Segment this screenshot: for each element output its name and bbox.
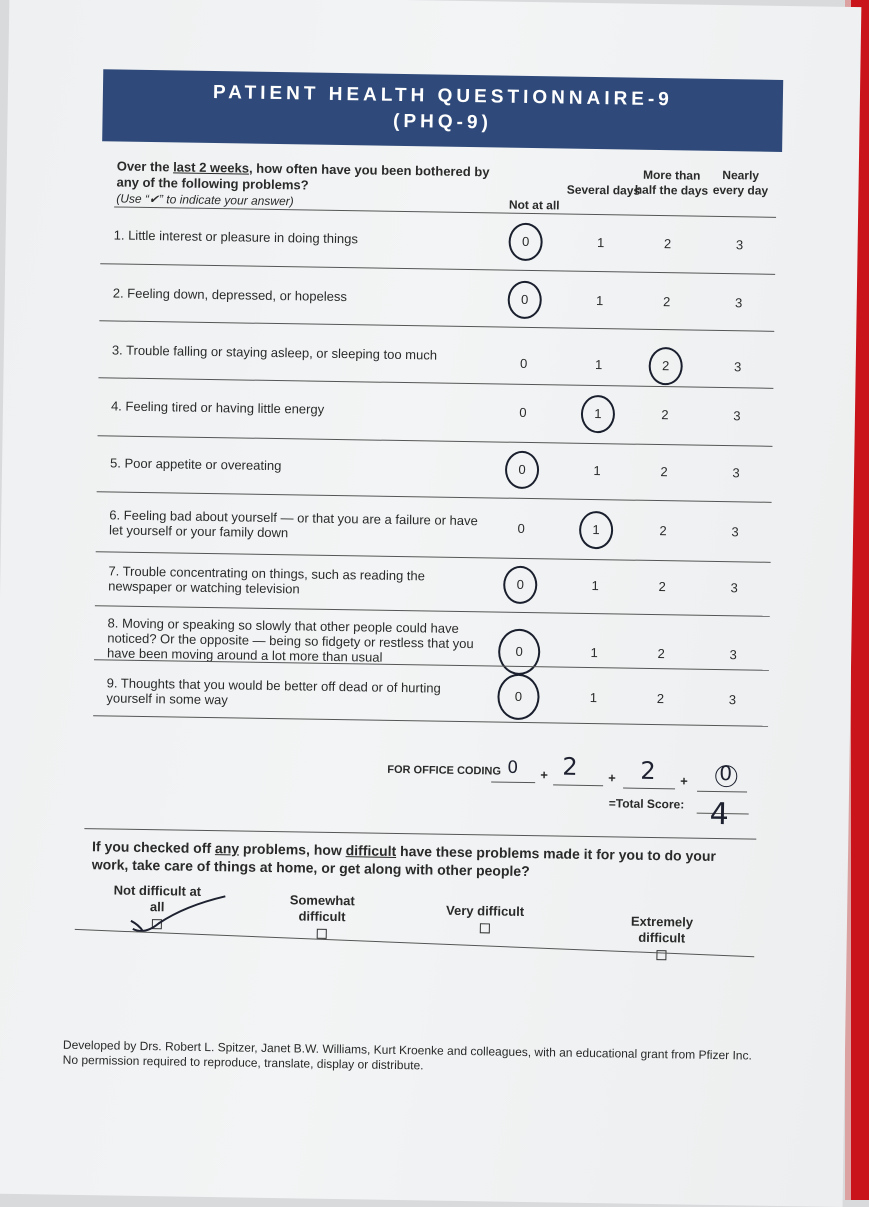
answer-option-q4-2[interactable]: 2: [661, 406, 669, 422]
coding-blank-3: [623, 788, 675, 790]
instructions-post: , how often have you been bothered by any of the following problems?: [116, 160, 490, 193]
coding-value-2: 2: [562, 752, 578, 781]
answer-option-q5-1[interactable]: 1: [593, 462, 601, 478]
difficulty-pre: If you checked off: [91, 838, 216, 857]
question-text-2: 2. Feeling down, depressed, or hopeless: [112, 285, 348, 305]
answer-option-q8-1[interactable]: 1: [590, 645, 598, 661]
difficulty-option-label: Very difficult: [445, 902, 525, 919]
answer-option-q9-3[interactable]: 3: [728, 692, 737, 708]
answer-option-q2-0[interactable]: 0: [521, 291, 529, 307]
selected-answer-circle-q3: [648, 347, 683, 386]
coding-blank-2: [553, 784, 603, 786]
title-banner: [102, 69, 783, 152]
column-header-more-than-half: More than half the days: [634, 167, 709, 198]
answer-option-q8-0[interactable]: 0: [515, 643, 523, 659]
row-divider: [96, 551, 771, 563]
answer-option-q4-1[interactable]: 1: [594, 405, 602, 421]
selected-answer-circle-q6: [579, 511, 614, 550]
difficulty-any: any: [214, 840, 240, 857]
question-text-9: 9. Thoughts that you would be better off dead or of hurting yourself in some way: [106, 675, 441, 708]
total-score-value: 4: [709, 796, 730, 833]
answer-option-q9-0[interactable]: 0: [514, 688, 523, 704]
row-divider: [97, 491, 772, 503]
answer-option-q5-3[interactable]: 3: [732, 464, 740, 480]
column-header-several-days: Several days: [566, 182, 641, 198]
question-text-8: 8. Moving or speaking so slowly that other people could have noticed? Or the opposite — being so fidgety or restless that you have been moving around a lot more than usual: [107, 615, 474, 665]
coding-blank-1: [491, 781, 535, 783]
selected-answer-circle-q5: [505, 450, 540, 489]
answer-option-q9-2[interactable]: 2: [656, 691, 665, 707]
difficulty-word: difficult: [345, 842, 397, 859]
question-text-3: 3. Trouble falling or staying asleep, or sleeping too much: [111, 342, 438, 363]
coding-plus-1: +: [540, 767, 548, 783]
difficulty-option-label: Extremely difficult: [630, 913, 694, 946]
answer-option-q8-2[interactable]: 2: [657, 646, 665, 662]
answer-option-q1-1[interactable]: 1: [596, 234, 605, 250]
answer-option-q7-0[interactable]: 0: [516, 576, 524, 592]
answer-option-q7-3[interactable]: 3: [730, 580, 738, 596]
row-divider: [93, 715, 768, 727]
instructions-hint: (Use “✔” to indicate your answer): [116, 191, 294, 209]
answer-option-q5-0[interactable]: 0: [518, 461, 526, 477]
row-divider: [98, 435, 773, 447]
question-text-7: 7. Trouble concentrating on things, such as reading the newspaper or watching television: [108, 563, 426, 597]
row-divider: [100, 263, 775, 275]
column-header-not-at-all: Not at all: [508, 197, 560, 213]
answer-option-q2-3[interactable]: 3: [734, 294, 743, 310]
office-coding-label: FOR OFFICE CODING: [387, 763, 502, 778]
instructions-period: last 2 weeks: [173, 159, 250, 176]
difficulty-post: have these problems made it for you to do your work, take care of things at home, or get along with other people?: [91, 842, 717, 880]
answer-option-q1-0[interactable]: 0: [521, 233, 530, 249]
difficulty-option-very[interactable]: [435, 903, 536, 939]
instructions: [116, 158, 497, 212]
coding-value-3: 2: [640, 756, 656, 786]
answer-option-q7-2[interactable]: 2: [658, 579, 666, 595]
selected-answer-circle-q8: [498, 629, 541, 676]
footer-credits: Developed by Drs. Robert L. Spitzer, Janet B.W. Williams, Kurt Kroenke and colleagues, with an educational grant from Pfizer Inc. No permission required to reproduce, translate, display or distribute.: [62, 1037, 752, 1073]
selected-answer-circle-q2: [507, 280, 542, 319]
instructions-pre: Over the: [116, 158, 174, 175]
total-score-label: =Total Score:: [608, 796, 685, 812]
difficulty-option-label: Somewhat difficult: [289, 892, 355, 925]
answer-option-q2-1[interactable]: 1: [595, 292, 604, 308]
selected-answer-circle-q9: [497, 674, 540, 721]
difficulty-option-extremely[interactable]: [606, 913, 717, 965]
answer-option-q4-0[interactable]: 0: [519, 404, 527, 420]
title-line-1: PATIENT HEALTH QUESTIONNAIRE-9: [212, 82, 674, 111]
question-text-6: 6. Feeling bad about yourself — or that you are a failure or have let yourself or your family down: [108, 507, 478, 541]
answer-option-q1-2[interactable]: 2: [663, 235, 672, 251]
selected-answer-circle-q4: [581, 394, 616, 433]
answer-option-q6-3[interactable]: 3: [731, 524, 739, 540]
answer-option-q1-3[interactable]: 3: [735, 236, 744, 252]
answer-option-q5-2[interactable]: 2: [660, 463, 668, 479]
selected-answer-circle-q7: [503, 566, 538, 605]
row-divider: [95, 605, 770, 617]
answer-option-q3-2[interactable]: 2: [661, 358, 670, 374]
difficulty-question: [92, 837, 732, 883]
column-header-nearly-every-day: Nearly every day: [712, 168, 769, 198]
answer-option-q3-0[interactable]: 0: [519, 355, 528, 371]
answer-option-q6-2[interactable]: 2: [659, 523, 667, 539]
question-text-5: 5. Poor appetite or overeating: [109, 455, 282, 474]
coding-blank-4: [697, 791, 747, 793]
difficulty-option-label: Not difficult at all: [113, 882, 202, 915]
answer-option-q8-3[interactable]: 3: [729, 647, 737, 663]
answer-option-q6-1[interactable]: 1: [592, 522, 600, 538]
selected-answer-circle-q1: [508, 222, 543, 261]
coding-value-1: 0: [507, 757, 519, 778]
coding-value-4-circle: [715, 765, 737, 787]
coding-plus-3: +: [680, 773, 688, 789]
answer-option-q6-0[interactable]: 0: [517, 520, 525, 536]
title-line-2: (PHQ-9): [392, 110, 493, 134]
checkbox-somewhat[interactable]: [317, 929, 327, 939]
answer-option-q9-1[interactable]: 1: [589, 689, 598, 706]
answer-option-q7-1[interactable]: 1: [591, 578, 599, 594]
answer-option-q3-3[interactable]: 3: [733, 359, 742, 375]
checkbox-very[interactable]: [480, 923, 490, 933]
question-text-1: 1. Little interest or pleasure in doing things: [113, 227, 359, 247]
answer-option-q2-2[interactable]: 2: [662, 293, 671, 309]
coding-plus-2: +: [608, 770, 616, 786]
difficulty-option-somewhat[interactable]: [267, 892, 378, 944]
coding-value-4: 0: [719, 761, 733, 786]
difficulty-mid: problems, how: [238, 840, 346, 859]
row-divider: [99, 320, 774, 332]
answer-option-q3-1[interactable]: 1: [594, 357, 603, 373]
answer-option-q4-3[interactable]: 3: [733, 407, 741, 423]
question-text-4: 4. Feeling tired or having little energy: [110, 398, 325, 417]
